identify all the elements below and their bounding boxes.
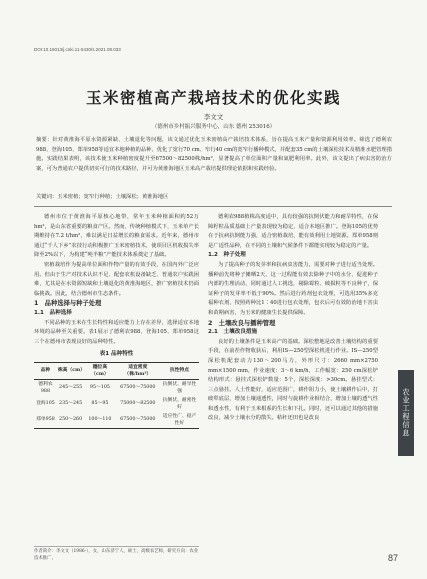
table-row (34, 379, 199, 396)
journal-section-tab: 农业工程信息 (398, 370, 414, 456)
paper-title: 玉米密植高产栽培技术的优化实践 (85, 89, 341, 107)
section-heading-2: 2 土壤改良与播种管理 (208, 319, 276, 327)
keywords: 关键词：玉米密植；宽窄行种植；土壤深松；黄淮海地区 (36, 194, 169, 200)
table-header-row (34, 362, 199, 379)
seed-treatment-paragraph: 为了提高种子的发芽率和抗病虫害能力，需要对种子进行适当处理。播种前先将种子摊晒2天，这一过程能有效去除种子中的水分，促进种子内部的生理活动，同时通过人工挑选，剔除霉粒、破损粒等不良种子，保证种子的发芽率不低于90%。然后进行药剂包衣处理，可选用35%多克福种衣剂，按照药种比1∶40进行包衣处理，包衣后可有效防治地下害虫和苗期病害，为玉米的健康生长提供保障。 (208, 261, 378, 316)
table-header-cell: 穗位高（cm） (91, 363, 109, 377)
table-cell: 85～95 (91, 401, 109, 407)
table-cell: 245～255 (59, 385, 83, 391)
section-heading-1: 1 品种选择与种子处理 (34, 300, 102, 308)
variety-table (34, 362, 199, 429)
intro-paragraph-1: 德州市位于黄淮海平原核心地带，常年玉米种植面积约52万hm²，是山东省重要的粮食产区。然而，传统种植模式下，玉米单产长期维持在7.2 t/hm²，难以满足日益增长的粮食需求。近年来，德州市通过“千人下乡”农技行动积极推广玉米密植技术，使项目区机收损失率降至2%以下，为构建“吨半粮”产能技术体系奠定了基础。 (34, 214, 199, 259)
table-cell: 95～105 (89, 385, 110, 391)
right-column (208, 213, 378, 424)
variety-paragraph: 不同品种的玉米在生长特性和适应能力上存在差异，选择适宜本地环境的品种至关重要。表1展示了德利农988、登海105、郑单958这三个在德州市表现良好的品种特性。 (34, 319, 199, 345)
author-affiliation: （德州市乡村振兴服务中心，山东 德州 253016） (151, 124, 276, 130)
author-footnote: 作者简介：李文文（1986-），女，山东济宁人，硕士，高级农艺师，研究方向：农业技术推广。 (34, 546, 199, 562)
table-cell: 75000～82500 (120, 401, 156, 407)
table-cell: 67500～75000 (120, 385, 156, 391)
table-cell: 235～245 (59, 401, 83, 407)
table-cell: 德利农988 (38, 381, 53, 394)
soil-improvement-paragraph: 良好的土壤条件是玉米高产的基础。深松整地是改善土壤结构的重要手段，在前茬作物收获后，利用IS—250型深松机进行作业。IS—250型深松机配套动力130～200马力，外形尺寸：2660 mm×2750 mm×1500 mm，作业速度：3～6 km/h，工作幅宽：250 cm深松铲结构形式：悬挂式深松铲数量：5个，深松深度：>30cm。悬挂型式：三点悬挂。人土性能好，适应范围广，耕作阻力小，使土壤耕作后中，打破犁底层，增加土壤通透性，同时与旋耕作业相结合，增加土壤的透气性和透水性，有利于玉米根系的生长和下扎。同时，还可以通过其他的措施改良，减少土壤水分的散失。秸秆还田也是改良 (208, 338, 378, 422)
variety-description-paragraph: 德利农988植株高度适中，具有较强的抗倒伏能力和耐旱特性，在保障籽粒品质基础上产量表现较为稳定，适合本地区推广。登海105的优势在于抗病抗倒能力强，适合密植栽培，能有效利用土地资源。郑单958则是广适性品种，在不同的土壤和气候条件下都能实现较为稳定的产量。 (208, 214, 378, 249)
table-title: 表1 品种特性 (99, 351, 134, 358)
table-cell: 适应性广、稳产性好 (162, 413, 197, 426)
header-divider (34, 206, 392, 207)
table-row (34, 412, 199, 429)
subsection-heading-1-1: 1.1 品种选择 (34, 309, 72, 316)
table-header-cell: 品种 (40, 367, 51, 374)
subsection-heading-1-2: 1.2 种子处理 (208, 252, 246, 259)
author-name: 李文文 (203, 113, 224, 121)
intro-paragraph-2: 密植栽培作为提高单位面积作物产量的有效手段，在国内外广泛应用。但由于生产对技术认识不足、配套农机设备缺乏、普通农户实践困难，尤其是在水资源短缺和土壤退化的黄淮海地区，推广密植技术仍面临挑战。因此，结合德州市生态条件。 (34, 261, 199, 297)
table-cell: 登海105 (36, 401, 55, 407)
table-cell: 250～260 (59, 417, 83, 423)
table-cell: 郑单958 (36, 417, 55, 423)
table-header-cell: 适宜密度（株/hm²） (124, 363, 152, 377)
table-row (34, 396, 199, 412)
table-cell: 抗倒伏、耐密性好 (162, 397, 197, 410)
table-cell: 67500～75000 (120, 417, 156, 423)
table-header-cell: 抗性特点 (169, 367, 190, 374)
table-header-cell: 株高（cm） (57, 367, 86, 374)
doi-line: DOI:10.16013/j.cnki.11-5430/s.2021.08.033 (34, 47, 121, 52)
table-cell: 抗倒伏、耐旱性强 (162, 381, 197, 394)
left-column (34, 213, 199, 429)
table-cell: 100～110 (88, 417, 112, 423)
subsection-heading-2-1: 2.1 土壤改良措施 (208, 329, 258, 336)
abstract: 摘要：针对黄淮海平原水资源紧缺、土壤退化等问题，该文通过优化玉米密植高产栽培技术体系，旨在提高玉米产量和资源利用效率。筛选了德利农988、登海105、郑单958等适宜本地种植的品种，优化了宽行70 cm、窄行40 cm的宽窄行播种模式，并配套35 cm的土壤深松技术及精准水肥管理措施。实践结果表明，该技术使玉米种植密度提升至67500～82500株/hm²，显著提高了单位面积产量和氮肥利用率。此外，该文提出了病虫害防治方案，可为普通农户提供切实可行的技术路径，并可为黄淮海地区玉米高产栽培提供理论依据和实践经验。 (36, 137, 392, 172)
page-number: 87 (388, 553, 399, 563)
